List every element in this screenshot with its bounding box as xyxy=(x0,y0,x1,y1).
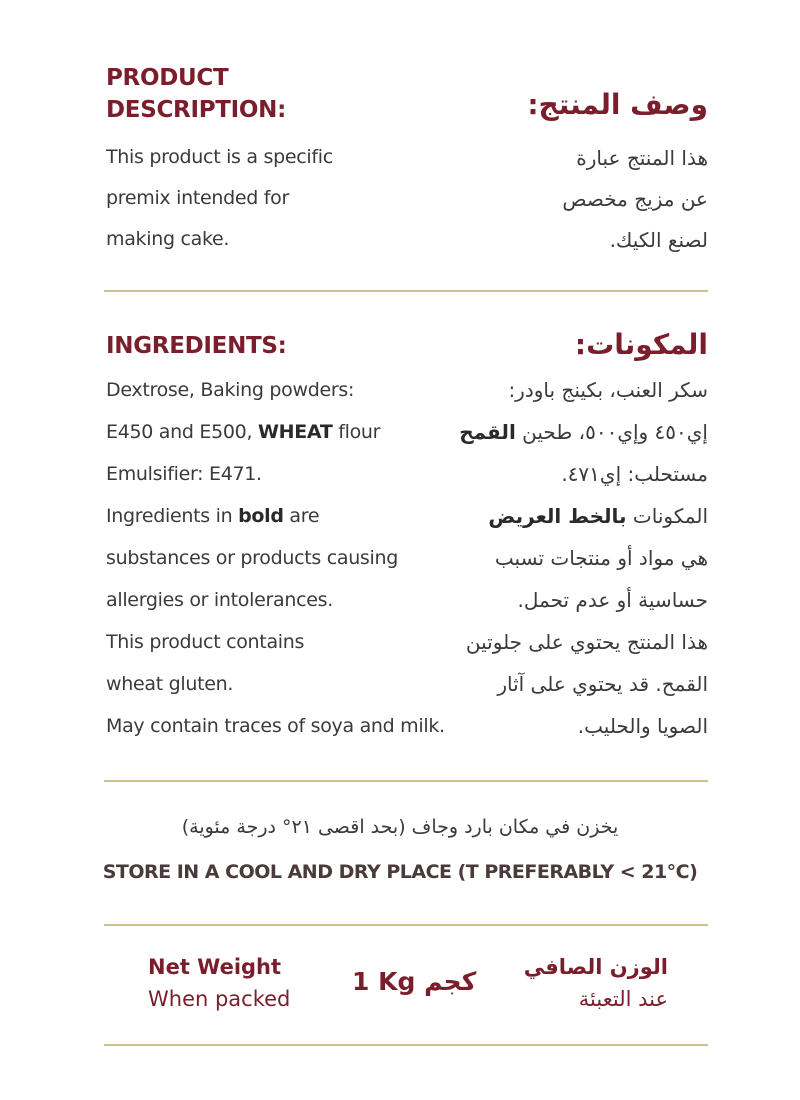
ingredients-line-en: Ingredients in bold are xyxy=(106,505,320,527)
ingredients-line-en: Emulsifier: E471. xyxy=(106,463,262,485)
description-line-en: making cake. xyxy=(106,228,230,250)
divider xyxy=(104,780,708,782)
description-line-ar: لصنع الكيك. xyxy=(609,228,708,252)
ingredients-line-en: This product contains xyxy=(106,631,305,653)
allergen-bold-ar: القمح xyxy=(459,420,516,444)
net-weight-label-en: Net Weight xyxy=(148,955,282,979)
ingredients-line-en: substances or products causing xyxy=(106,547,399,569)
ingredients-line-en: E450 and E500, WHEAT flour xyxy=(106,421,381,443)
net-weight-value: 1 Kg كجم xyxy=(352,967,477,996)
description-heading-ar: وصف المنتج: xyxy=(527,88,708,121)
ingredients-line-ar: هي مواد أو منتجات تسبب xyxy=(494,546,708,570)
description-line-en: This product is a specific xyxy=(106,146,333,168)
bold-word-ar: بالخط العريض xyxy=(488,504,627,528)
ingredients-line-en: wheat gluten. xyxy=(106,673,234,695)
description-line-ar: عن مزيج مخصص xyxy=(562,187,708,211)
ingredients-line-ar: حساسية أو عدم تحمل. xyxy=(517,588,708,612)
divider xyxy=(104,924,708,926)
ingredients-line-en: May contain traces of soya and milk. xyxy=(106,715,445,737)
divider xyxy=(104,290,708,292)
ingredients-heading-en: INGREDIENTS: xyxy=(106,333,287,359)
ingredients-line-en: Dextrose, Baking powders: xyxy=(106,379,355,401)
description-line-en: premix intended for xyxy=(106,187,289,209)
net-weight-sub-ar: عند التعبئة xyxy=(578,987,668,1011)
description-line-ar: هذا المنتج عبارة xyxy=(576,146,708,170)
description-heading-en-line2: DESCRIPTION: xyxy=(106,97,287,123)
ingredients-line-ar: مستحلب: إي٤٧١. xyxy=(561,462,708,486)
bold-word: bold xyxy=(238,505,284,527)
ingredients-line-ar: القمح. قد يحتوي على آثار xyxy=(497,672,708,696)
net-weight-sub-en: When packed xyxy=(148,987,291,1011)
ingredients-line-ar: هذا المنتج يحتوي على جلوتين xyxy=(465,630,708,654)
description-heading-en xyxy=(106,62,286,126)
ingredients-line-en: allergies or intolerances. xyxy=(106,589,333,611)
net-weight-label-ar: الوزن الصافي xyxy=(523,955,668,979)
ingredients-line-ar: المكونات بالخط العريض xyxy=(488,504,708,528)
divider xyxy=(104,1044,708,1046)
storage-instruction-en: STORE IN A COOL AND DRY PLACE (T PREFERABLY < 21°C) xyxy=(102,861,698,883)
ingredients-line-ar: الصويا والحليب. xyxy=(577,714,708,738)
ingredients-heading-ar: المكونات: xyxy=(574,328,708,361)
storage-instruction-ar: يخزن في مكان بارد وجاف (بحد اقصى ٢١° درجة مئوية) xyxy=(181,816,619,838)
ingredients-line-ar: سكر العنب، بكينج باودر: xyxy=(508,378,708,402)
description-heading-en-line1: PRODUCT xyxy=(106,65,229,91)
allergen-bold: WHEAT xyxy=(257,421,333,443)
ingredients-line-ar: إي٤٥٠ وإي٥٠٠، طحين القمح xyxy=(459,420,708,444)
